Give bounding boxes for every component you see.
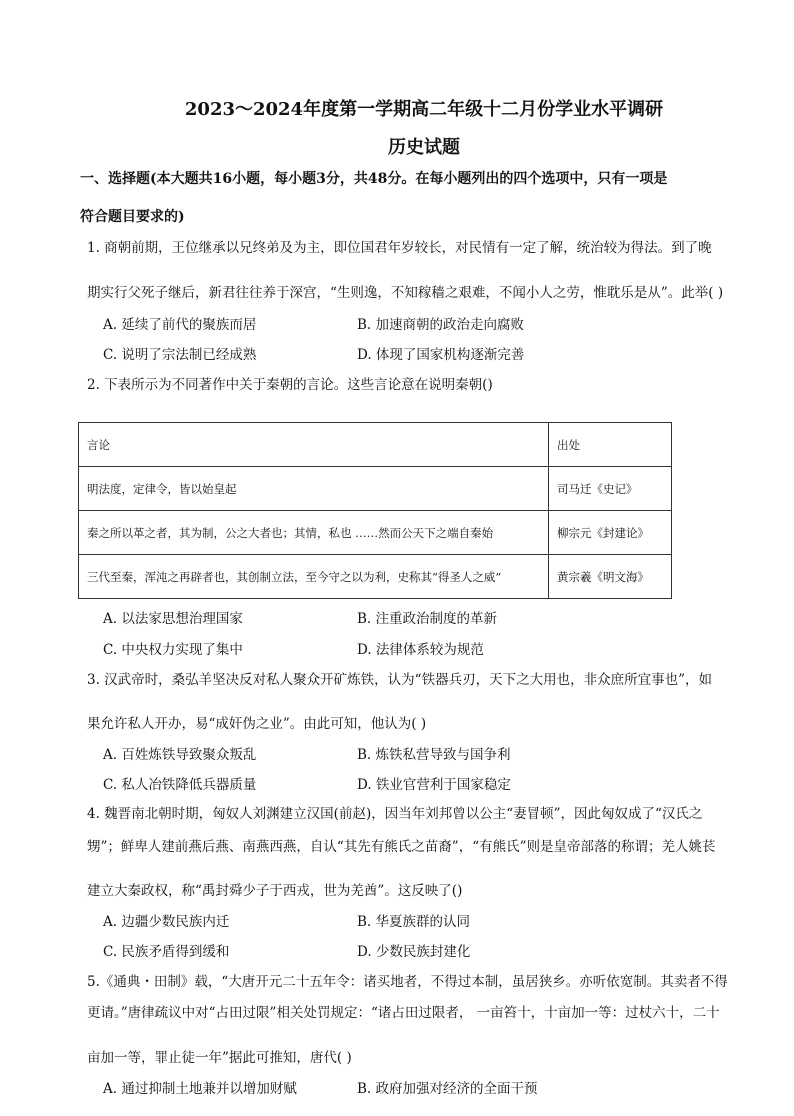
exam-title: 2023～2024年度第一学期高二年级十二月份学业水平调研 — [184, 99, 664, 120]
q5-option-b[interactable]: B. 政府加强对经济的全面干预 — [357, 1081, 538, 1097]
q1-stem-line2: 期实行父死子继后，新君往往养于深宫，“生则逸，不知稼穑之艰难，不闻小人之劳，惟耽乐是从”。此举( ) — [87, 285, 724, 301]
table-cell-quote: 三代至秦，浑沌之再辟者也，其创制立法，至今守之以为利，史称其“得圣人之威” — [79, 555, 549, 599]
q3-option-a[interactable]: A. 百姓炼铁导致聚众叛乱 — [103, 747, 257, 763]
q4-stem-line3: 建立大秦政权，称“禹封舜少子于西戎，世为羌酋”。这反映了() — [87, 883, 463, 899]
q2-option-d[interactable]: D. 法律体系较为规范 — [357, 642, 484, 658]
q3-stem-line2: 果允许私人开办，易“成奸伪之业”。由此可知，他认为( ) — [87, 716, 427, 732]
q4-option-a[interactable]: A. 边疆少数民族内迁 — [103, 914, 230, 930]
q4-stem-line2: 甥”；鲜卑人建前燕后燕、南燕西燕，自认“其先有熊氏之苗裔”，“有熊氏”则是皇帝部落的称谓；羌人姚苌 — [87, 839, 716, 855]
table-cell-quote: 秦之所以革之者，其为制，公之大者也；其情，私也 ……然而公天下之端自秦始 — [79, 511, 549, 555]
table-row — [79, 511, 672, 555]
q3-stem-line1: 3. 汉武帝时，桑弘羊坚决反对私人聚众开矿炼铁，认为“铁器兵刃，天下之大用也，非众庶所宜事也”，如 — [87, 672, 712, 688]
q3-option-c[interactable]: C. 私人冶铁降低兵器质量 — [103, 777, 257, 793]
quote-table — [78, 422, 672, 599]
q1-option-c[interactable]: C. 说明了宗法制已经成熟 — [103, 347, 257, 363]
q3-option-d[interactable]: D. 铁业官营利于国家稳定 — [357, 777, 511, 793]
table-header-quote: 言论 — [79, 423, 549, 467]
q4-option-c[interactable]: C. 民族矛盾得到缓和 — [103, 944, 230, 960]
table-header-source: 出处 — [549, 423, 672, 467]
q5-stem-line1: 5.《通典・田制》载，“大唐开元二十五年令：诸买地者，不得过本制，虽居狭乡。亦听依宽制。其卖者不得 — [87, 974, 728, 990]
q4-option-d[interactable]: D. 少数民族封建化 — [357, 944, 471, 960]
q5-stem-line3: 亩加一等，罪止徒一年”据此可推知，唐代( ) — [87, 1050, 352, 1066]
table-cell-source: 司马迁《史记》 — [549, 467, 672, 511]
table-cell-quote: 明法度，定律令，皆以始皇起 — [79, 467, 549, 511]
table-header-row — [79, 423, 672, 467]
table-row — [79, 555, 672, 599]
section-heading-cont: 符合题目要求的) — [80, 209, 185, 225]
q5-stem-line2: 更请。”唐律疏议中对“占田过限”相关处罚规定：“诸占田过限者， 一亩笞十，十亩加一等：过杖六十，二十 — [87, 1005, 720, 1021]
q1-option-a[interactable]: A. 延续了前代的聚族而居 — [103, 317, 257, 333]
q1-option-d[interactable]: D. 体现了国家机构逐渐完善 — [357, 347, 525, 363]
table-cell-source: 柳宗元《封建论》 — [549, 511, 672, 555]
q1-stem-line1: 1. 商朝前期，王位继承以兄终弟及为主，即位国君年岁较长，对民情有一定了解，统治较为得法。到了晚 — [87, 240, 712, 256]
q3-option-b[interactable]: B. 炼铁私营导致与国争利 — [357, 747, 511, 763]
exam-subtitle: 历史试题 — [388, 137, 460, 158]
table-cell-source: 黄宗羲《明文海》 — [549, 555, 672, 599]
q4-stem-line1: 4. 魏晋南北朝时期，匈奴人刘渊建立汉国(前赵)，因当年刘邦曾以公主“妻冒顿”，因此匈奴成了“汉氏之 — [87, 806, 703, 822]
q2-option-b[interactable]: B. 注重政治制度的革新 — [357, 611, 498, 627]
q2-stem: 2. 下表所示为不同著作中关于秦朝的言论。这些言论意在说明秦朝() — [87, 377, 493, 393]
table-row — [79, 467, 672, 511]
section-heading: 一、选择题(本大题共16小题，每小题3分，共48分。在每小题列出的四个选项中，只有一项是 — [80, 171, 668, 187]
q1-option-b[interactable]: B. 加速商朝的政治走向腐败 — [357, 317, 525, 333]
q4-option-b[interactable]: B. 华夏族群的认同 — [357, 914, 471, 930]
q2-option-c[interactable]: C. 中央权力实现了集中 — [103, 642, 243, 658]
q5-option-a[interactable]: A. 通过抑制土地兼并以增加财赋 — [103, 1081, 297, 1097]
q2-option-a[interactable]: A. 以法家思想治理国家 — [103, 611, 243, 627]
